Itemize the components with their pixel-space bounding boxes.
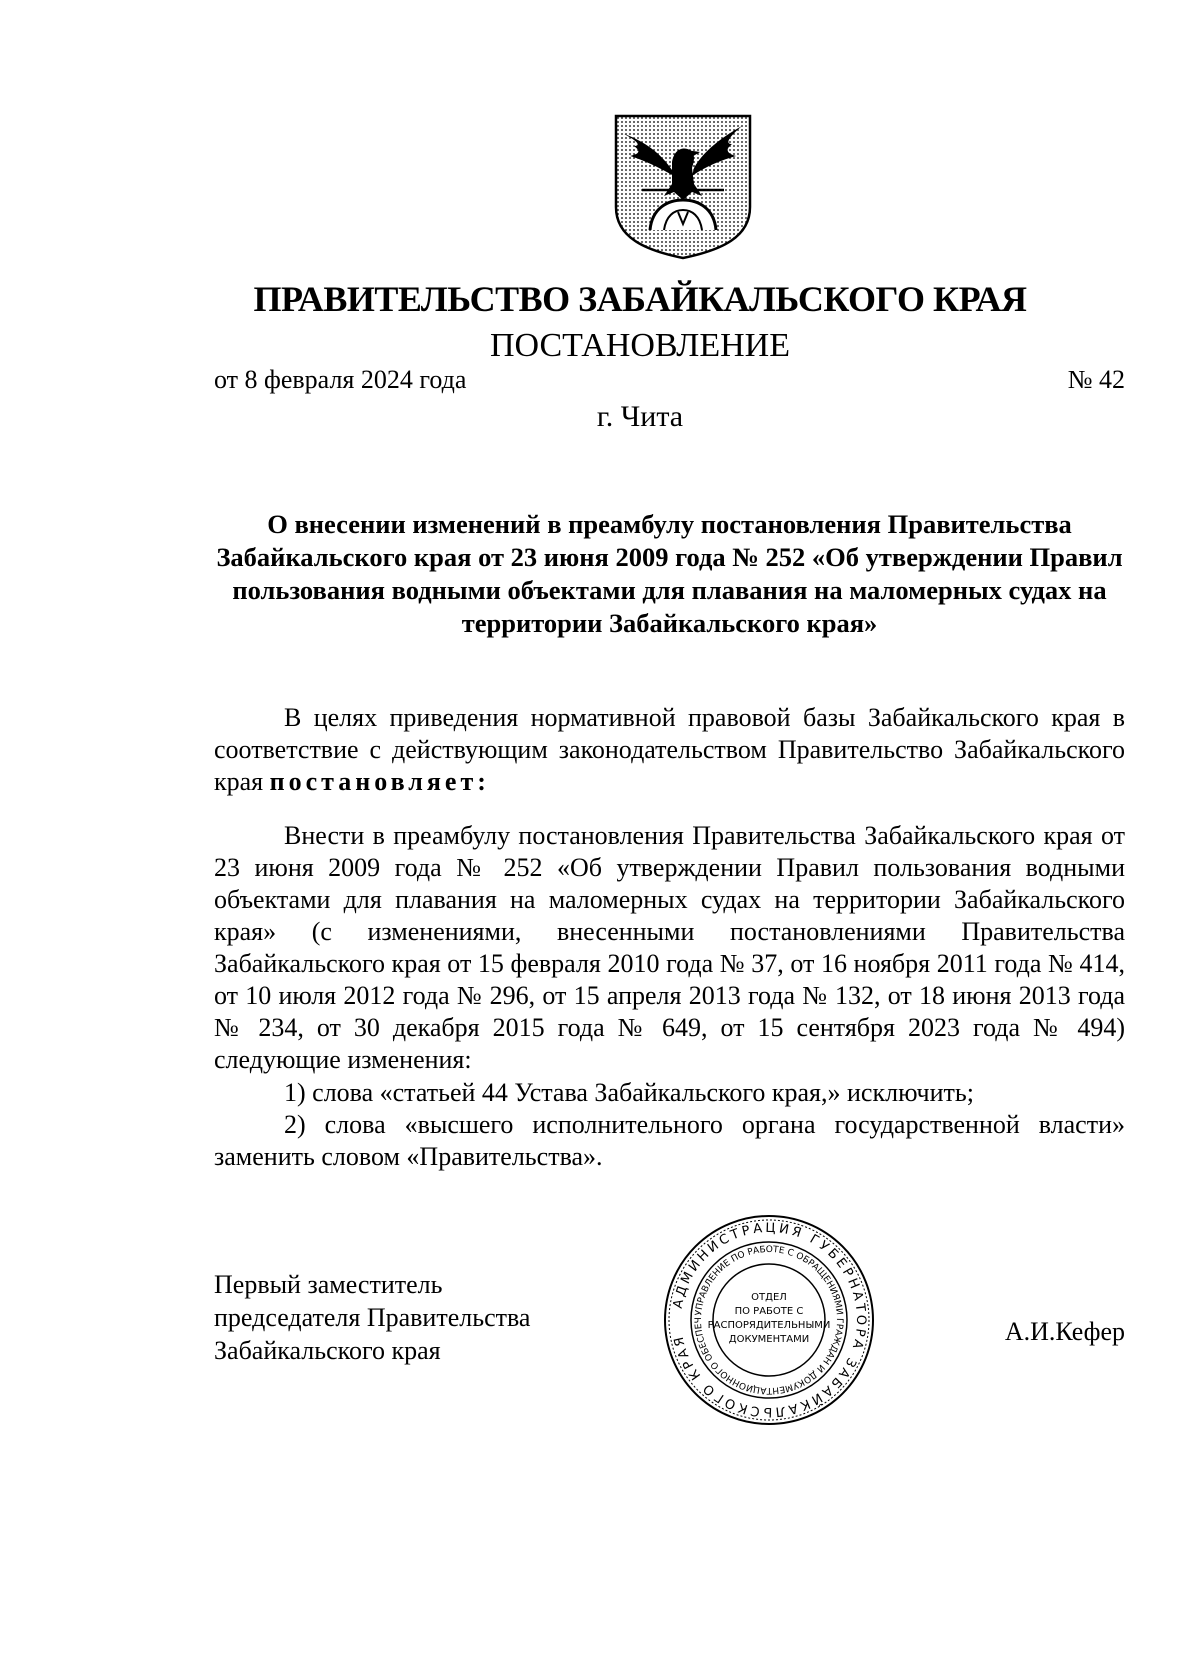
preamble-text: В целях приведения нормативной правовой базы Забайкальского края в соответствие с действующим законодательством Правительство Забайкальского края (214, 703, 1125, 796)
stamp-center-line: ОТДЕЛ (751, 1292, 787, 1303)
stamp-center-line: ДОКУМЕНТАМИ (728, 1334, 810, 1345)
signatory-role-line: Забайкальского края (214, 1336, 441, 1365)
list-item: 1) слова «статьей 44 Устава Забайкальского края,» исключить; (284, 1078, 974, 1107)
document-city: г. Чита (596, 400, 684, 433)
main-paragraph: Внести в преамбулу постановления Правительства Забайкальского края от 23 июня 2009 года № 252 «Об утверждении Правил пользования водными объектами для плавания на маломерных судах на территории Забайкальского края» (с изменениями, внесенными постановлениями Правительства Забайкальского края от 15 февраля 2010 года № 37, от 16 ноября 2011 года № 414, от 10 июля 2012 года № 296, от 15 апреля 2013 года № 132, от 18 июня 2013 года № 234, от 30 декабря 2015 года № 649, от 15 сентября 2023 года № 494) следующие изменения: (214, 821, 1125, 1074)
stamp-center-line: ПО РАБОТЕ С (734, 1306, 804, 1317)
government-title: ПРАВИТЕЛЬСТВО ЗАБАЙКАЛЬСКОГО КРАЯ (253, 279, 1027, 319)
document-number: № 42 (1067, 365, 1125, 394)
document-subject: О внесении изменений в преамбулу постановления Правительства Забайкальского края от 23 июня 2009 года № 252 «Об утверждении Правил пользования водными объектами для плавания на маломерных судах на территории Забайкальского края» (216, 509, 1123, 638)
signatory-role (214, 1268, 530, 1367)
stamp-center-line: РАСПОРЯДИТЕЛЬНЫМИ (707, 1320, 831, 1331)
document-type: ПОСТАНОВЛЕНИЕ (489, 327, 791, 364)
document-date: от 8 февраля 2024 года (214, 365, 467, 394)
preamble-keyword: постановляет: (269, 767, 490, 796)
stamp-inner-text: УПРАВЛЕНИЕ ПО РАБОТЕ С ОБРАЩЕНИЯМИ ГРАЖДАН И ДОКУМЕНТАЦИОННОГО ОБЕСПЕЧ (693, 1244, 845, 1396)
signatory-role-line: председателя Правительства (214, 1303, 531, 1332)
official-seal-icon (661, 1212, 877, 1428)
list-item: 2) слова «высшего исполнительного органа государственной власти» заменить словом «Правительства». (214, 1110, 1125, 1171)
preamble-paragraph (214, 702, 1125, 798)
signatory-role-line: Первый заместитель (214, 1270, 443, 1299)
stamp-outer-text: АДМИНИСТРАЦИЯ ГУБЕРНАТОРА ЗАБАЙКАЛЬСКОГО КРАЯ (670, 1220, 869, 1420)
signatory-name: А.И.Кефер (1004, 1317, 1125, 1346)
coat-of-arms-icon (612, 112, 754, 262)
